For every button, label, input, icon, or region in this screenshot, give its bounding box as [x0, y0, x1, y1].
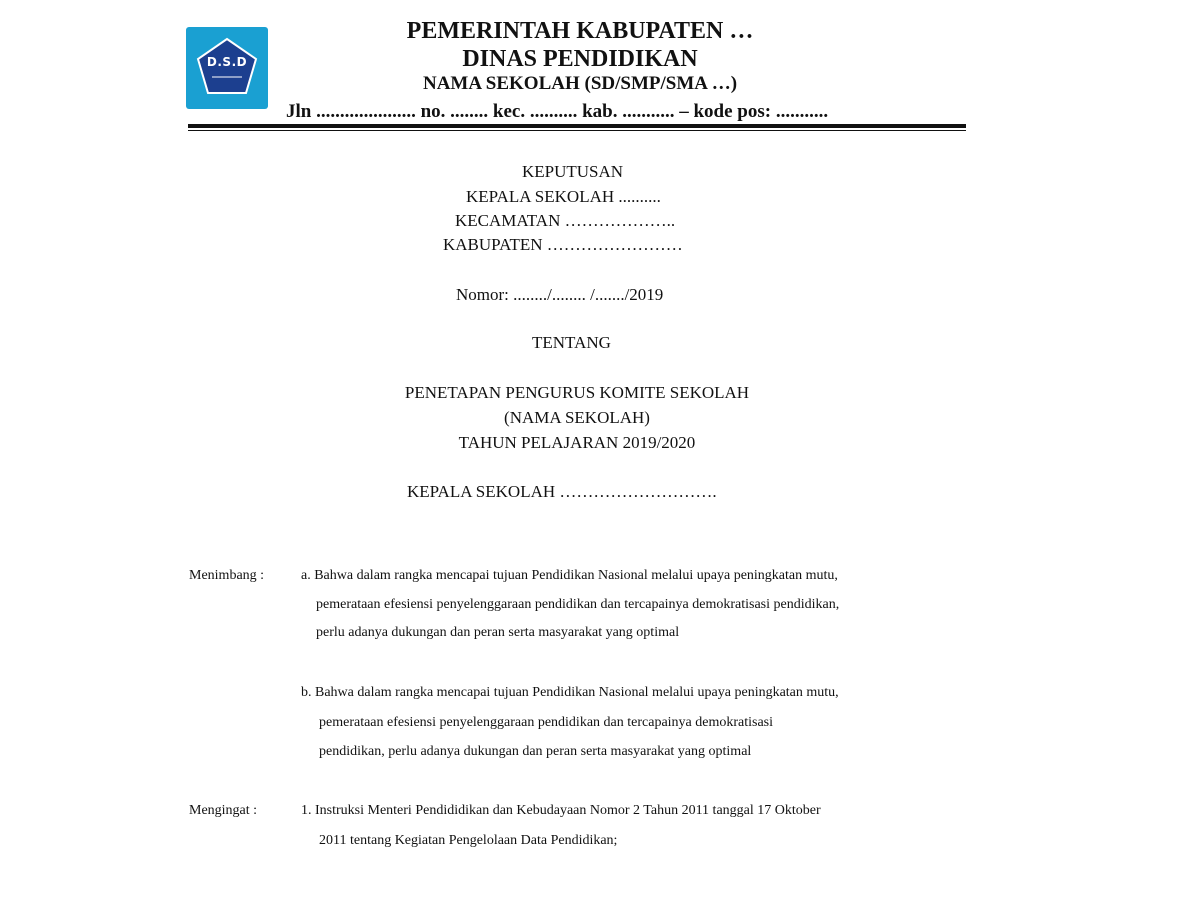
decree-subject-line1: PENETAPAN PENGURUS KOMITE SEKOLAH	[404, 383, 750, 402]
considering-b-line2: pemerataan efesiensi penyelenggaraan pendidikan dan tercapainya demokratisasi	[319, 715, 774, 730]
remembering-label: Mengingat :	[189, 803, 258, 818]
considering-b-line1: b. Bahwa dalam rangka mencapai tujuan Pendidikan Nasional melalui upaya peningkatan mutu,	[301, 685, 839, 700]
letterhead-rule-thick	[188, 124, 966, 128]
considering-label: Menimbang :	[189, 568, 265, 583]
remembering-1-line2: 2011 tentang Kegiatan Pengelolaan Data Pendidikan;	[319, 833, 618, 848]
letterhead-agency: DINAS PENDIDIKAN	[462, 46, 698, 72]
letterhead-government: PEMERINTAH KABUPATEN …	[406, 18, 754, 44]
considering-a-line1: a. Bahwa dalam rangka mencapai tujuan Pendidikan Nasional melalui upaya peningkatan mutu,	[301, 568, 838, 583]
considering-a-line3: perlu adanya dukungan dan peran serta masyarakat yang optimal	[316, 625, 680, 640]
letterhead-address: Jln ..................... no. ........ kec. .......... kab. ........... – kode pos: ...........	[286, 101, 829, 122]
considering-b-line3: pendidikan, perlu adanya dukungan dan peran serta masyarakat yang optimal	[319, 744, 752, 759]
decree-signer: KEPALA SEKOLAH ……………………….	[407, 482, 717, 501]
letterhead-school-name: NAMA SEKOLAH (SD/SMP/SMA …)	[422, 73, 738, 94]
decree-issuer-line3: KABUPATEN ……………………	[443, 235, 683, 254]
letterhead-rule-thin	[188, 130, 966, 131]
decree-number: Nomor: ......../........ /......./2019	[456, 285, 664, 304]
considering-a-line2: pemerataan efesiensi penyelenggaraan pendidikan dan tercapainya demokratisasi pendidikan,	[316, 597, 840, 612]
decree-subject-line2: (NAMA SEKOLAH)	[504, 408, 650, 427]
decree-issuer-line2: KECAMATAN ………………..	[455, 211, 676, 230]
decree-about-label: TENTANG	[532, 333, 611, 352]
remembering-1-line1: 1. Instruksi Menteri Pendididikan dan Kebudayaan Nomor 2 Tahun 2011 tanggal 17 Oktober	[301, 803, 821, 818]
logo-text: D.S.D	[206, 55, 248, 69]
school-logo	[186, 27, 268, 109]
decree-title: KEPUTUSAN	[522, 162, 624, 181]
decree-subject-line3: TAHUN PELAJARAN 2019/2020	[458, 433, 696, 452]
decree-issuer-line1: KEPALA SEKOLAH ..........	[466, 187, 661, 206]
